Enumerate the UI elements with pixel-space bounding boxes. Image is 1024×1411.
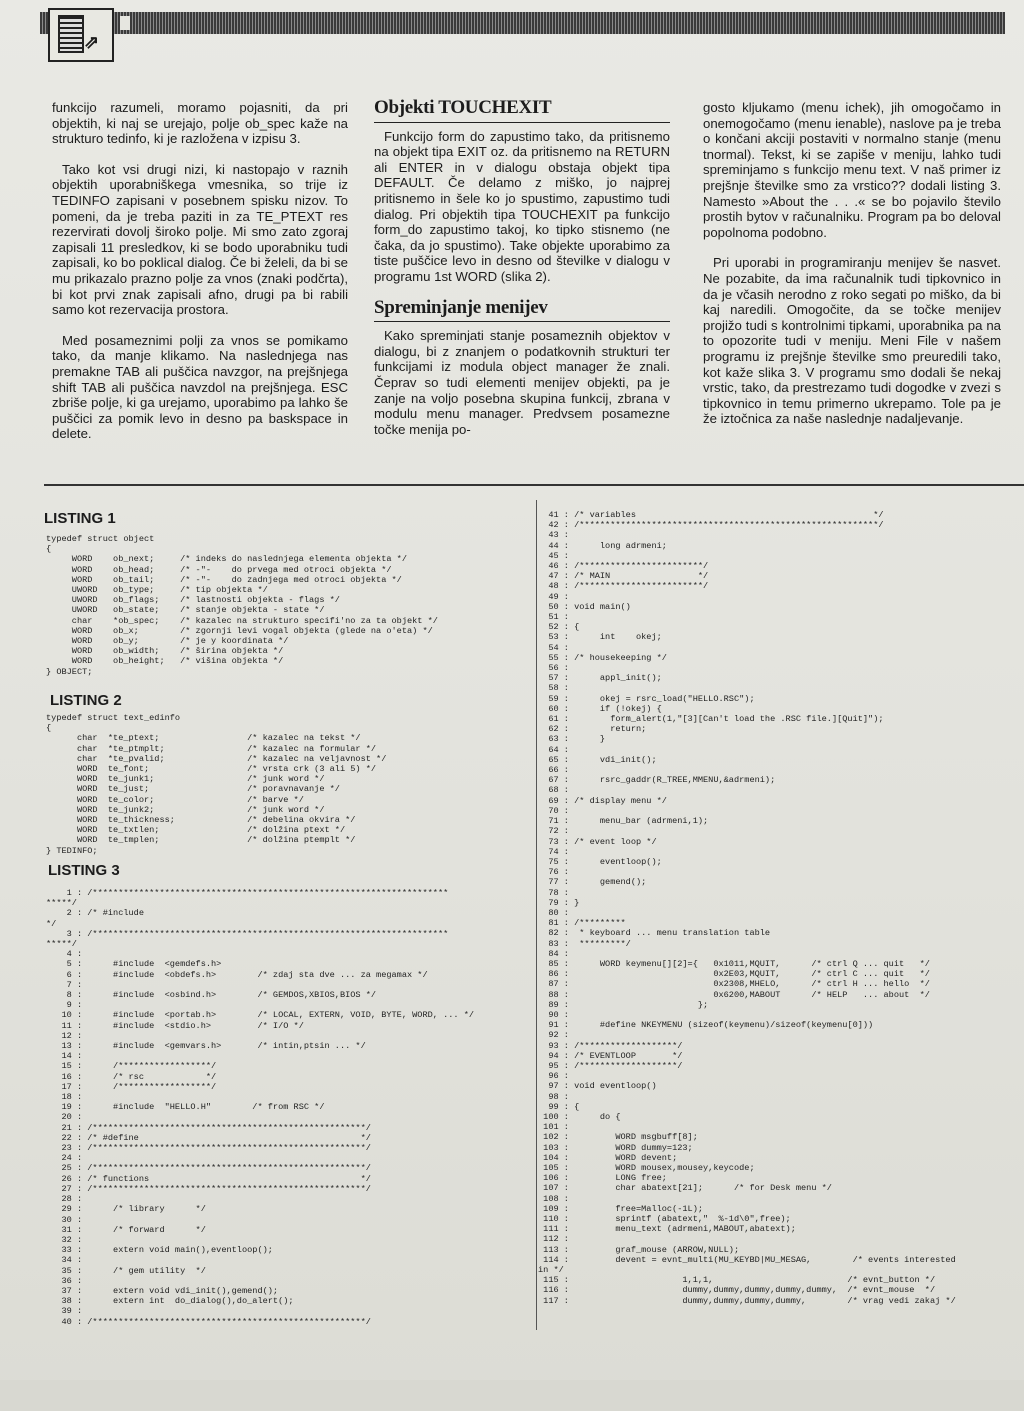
paragraph: Pri uporabi in programiranju menijev še nasvet. Ne pozabite, da ima računalnik tudi tipkovnico in da je včasih nerodno z roko segati po miško, da bi kaj naredili. Omogočite, da se točke menijev projižo tudi s kontrolnimi tipkami, uporabnika pa na to opozorite tudi v meniju. Meni File v našem programu iz prejšnje številke smo preuredili tako, kot kaže slika 3. V programu smo dodali še nekaj vrstic, tako, da prestrezamo tudi dogodke v zvezi s tipkovnico in temu primerno ukrepamo. Tole pa je že iztočnica za naše naslednje nadaljevanje.: [703, 255, 1001, 427]
code-column-divider: [536, 500, 537, 1330]
paragraph: Kako spreminjati stanje posameznih objektov v dialogu, bi z znanjem o podatkovnih strukturi ter funkcijami iz modula object manager že znali. Čeprav so tudi elementi menijev objekti, pa je zanje na voljo posebna skupina funkcij, zbrana v modulu menu manager. Predvsem posamezne točke menija po-: [374, 328, 670, 437]
computer-logo-icon: ⇗: [48, 8, 114, 62]
listing-2-code: typedef struct text_edinfo { char *te_ptext; /* kazalec na tekst */ char *te_ptmplt; /* kazalec na formular */ char *te_pvalid; /* kazalec na veljavnost */ WORD te_font; /* vrsta crk (3 ali 5) */ WORD te_junk1; /* junk word */ WORD te_just; /* poravnavanje */ WORD te_color; /* barve */ WORD te_junk2; /* junk word */ WORD te_thickness; /* debelina okvira */ WORD te_txtlen; /* dolžina ptext */ WORD te_tmplen; /* dolžina ptemplt */ } TEDINFO;: [46, 713, 387, 856]
text-column-3: [703, 100, 1001, 442]
listing-3-title: LISTING 3: [48, 862, 120, 879]
listing-1-title: LISTING 1: [44, 510, 116, 527]
paragraph: Funkcijo form do zapustimo tako, da pritisnemo na objekt tipa EXIT oz. da pritisnemo na RETURN ali ENTER in v dialogu obstaja objekt tipa DEFAULT. Če delamo z miško, jo najprej pritisnemo in šele ko jo spustimo, zapustimo tudi dialog. Pri objektih tipa TOUCHEXIT pa funkcijo form_do zapustimo takoj, ko tipko stisnemo (ne čaka, da jo spustimo). Take objekte uporabimo za tiste puščice levo in desno od številke v dialogu v programu 1st WORD (slika 2).: [374, 128, 670, 284]
paragraph: Med posameznimi polji za vnos se pomikamo tako, da manje klikamo. Na naslednjega nas premakne TAB ali puščica navzgor, na prejšnjega shift TAB ali puščica navzdol na prejšnjega. ESC zbriše polje, ki ga urejamo, uporabimo pa lahko še puščici za pomik levo in desno pa baskspace in delete.: [52, 332, 348, 442]
text-column-1: [52, 100, 348, 457]
text-column-2: [374, 97, 670, 452]
section-heading: Objekti TOUCHEXIT: [374, 100, 670, 123]
header-stripe: [40, 12, 1005, 34]
listing-3-code-continued: 41 : /* variables */ 42 : /**********************************************************/ 43 : 44 : long adrmeni; 45 : 46 : /************************/ 47 : /* MAIN */ 48 : /************************/ 49 : 50 : void main() 51 : 52 : { 53 : int okej; 54 : 55 : /* housekeeping */ 56 : 57 : appl_init(); 58 : 59 : okej = rsrc_load("HELLO.RSC"); 60 : if (!okej) { 61 : form_alert(1,"[3][Can't load the .RSC file.][Quit]"); 62 : return; 63 : } 64 : 65 : vdi_init(); 66 : 67 : rsrc_gaddr(R_TREE,MMENU,&adrmeni); 68 : 69 : /* display menu */ 70 : 71 : menu_bar (adrmeni,1); 72 : 73 : /* event loop */ 74 : 75 : eventloop(); 76 : 77 : gemend(); 78 : 79 : } 80 : 81 : /********* 82 : * keyboard ... menu translation table 83 : *********/ 84 : 85 : WORD keymenu[][2]={ 0x1011,MQUIT, /* ctrl Q ... quit */ 86 : 0x2E03,MQUIT, /* ctrl C ... quit */ 87 : 0x2308,MHELO, /* ctrl H ... hello */ 88 : 0x6200,MABOUT /* HELP ... about */ 89 : }; 90 : 91 : #define NKEYMENU (sizeof(keymenu)/sizeof(keymenu[0])) 92 : 93 : /*******************/ 94 : /* EVENTLOOP */ 95 : /*******************/ 96 : 97 : void eventloop() 98 : 99 : { 100 : do { 101 : 102 : WORD msgbuff[8]; 103 : WORD dummy=123; 104 : WORD devent; 105 : WORD mousex,mousey,keycode; 106 : LONG free; 107 : char abatext[21]; /* for Desk menu */ 108 : 109 : free=Malloc(-1L); 110 : sprintf (abatext," %-1d\0",free); 111 : menu_text (adrmeni,MABOUT,abatext); 112 : 113 : graf_mouse (ARROW,NULL); 114 : devent = evnt_multi(MU_KEYBD|MU_MESAG, /* events interested in */ 115 : 1,1,1, /* evnt_button */ 116 : dummy,dummy,dummy,dummy,dummy, /* evnt_mouse */ 117 : dummy,dummy,dummy,dummy, /* vrag vedi zakaj */: [538, 510, 956, 1306]
listing-2-title: LISTING 2: [50, 692, 122, 709]
paragraph: funkcijo razumeli, moramo pojasniti, da pri objektih, ki naj se urejajo, polje ob_spec kaže na strukturo tedinfo, ki je razložena v izpisu 3.: [52, 100, 348, 147]
page-bottom-margin: [0, 1380, 1024, 1411]
section-divider: [44, 484, 1024, 486]
paragraph: gosto kljukamo (menu ichek), jih omogočamo in onemogočamo (menu ienable), naslove pa je treba o končani akciji postaviti v normalno stanje (menu tnormal). Tekst, ki se zapiše v meniju, lahko tudi spreminjamo s funkcijo menu text. V naš primer iz prejšnje številke smo za vrstico?? dodali listing 3. Namesto »About the . . .« se bo pojavilo število prostih bytov v računalniku. Program pa bo deloval popolnoma podobno.: [703, 100, 1001, 240]
section-heading: Spreminjanje menijev: [374, 300, 670, 323]
paragraph: Tako kot vsi drugi nizi, ki nastopajo v raznih objektih uporabniškega vmesnika, so trije iz TEDINFO zapisani v posebnem spisku nizov. To pomeni, da je treba paziti in za TE_PTEXT res rezervirati dovolj široko polje. Mi smo zato zgoraj zapisali 11 presledkov, ki se bodo uporabniku tudi zapisali, ko bo poklical dialog. Če bi želeli, da bi se mu prikazalo prazno polje za vnos (znaki podčrta), bi kot prvi znak zapisali afno, drugi pa bi rabili samo kot rezervacija prostora.: [52, 161, 348, 318]
listing-3-code: 1 : /********************************************************************* *****/ 2 : /* #include */ 3 : /********************************************************************* *****/ 4 : 5 : #include <gemdefs.h> 6 : #include <obdefs.h> /* zdaj sta dve ... za megamax */ 7 : 8 : #include <osbind.h> /* GEMDOS,XBIOS,BIOS */ 9 : 10 : #include <portab.h> /* LOCAL, EXTERN, VOID, BYTE, WORD, ... */ 11 : #include <stdio.h> /* I/O */ 12 : 13 : #include <gemvars.h> /* intin,ptsin ... */ 14 : 15 : /******************/ 16 : /* rsc */ 17 : /******************/ 18 : 19 : #include "HELLO.H" /* from RSC */ 20 : 21 : /*****************************************************/ 22 : /* #define */ 23 : /*****************************************************/ 24 : 25 : /*****************************************************/ 26 : /* functions */ 27 : /*****************************************************/ 28 : 29 : /* library */ 30 : 31 : /* forward */ 32 : 33 : extern void main(),eventloop(); 34 : 35 : /* gem utility */ 36 : 37 : extern void vdi_init(),gemend(); 38 : extern int do_dialog(),do_alert(); 39 : 40 : /*****************************************************/: [46, 888, 475, 1327]
listing-1-code: typedef struct object { WORD ob_next; /* indeks do naslednjega elementa objekta */ WORD ob_head; /* -"- do prvega med otroci objekta */ WORD ob_tail; /* -"- do zadnjega med otroci objekta */ UWORD ob_type; /* tip objekta */ UWORD ob_flags; /* lastnosti objekta - flags */ UWORD ob_state; /* stanje objekta - state */ char *ob_spec; /* kazalec na strukturo specifi'no za ta objekt */ WORD ob_x; /* zgornji levi vogal objekta (glede na o'eta) */ WORD ob_y; /* je y koordinata */ WORD ob_width; /* širina objekta */ WORD ob_height; /* višina objekta */ } OBJECT;: [46, 534, 438, 677]
